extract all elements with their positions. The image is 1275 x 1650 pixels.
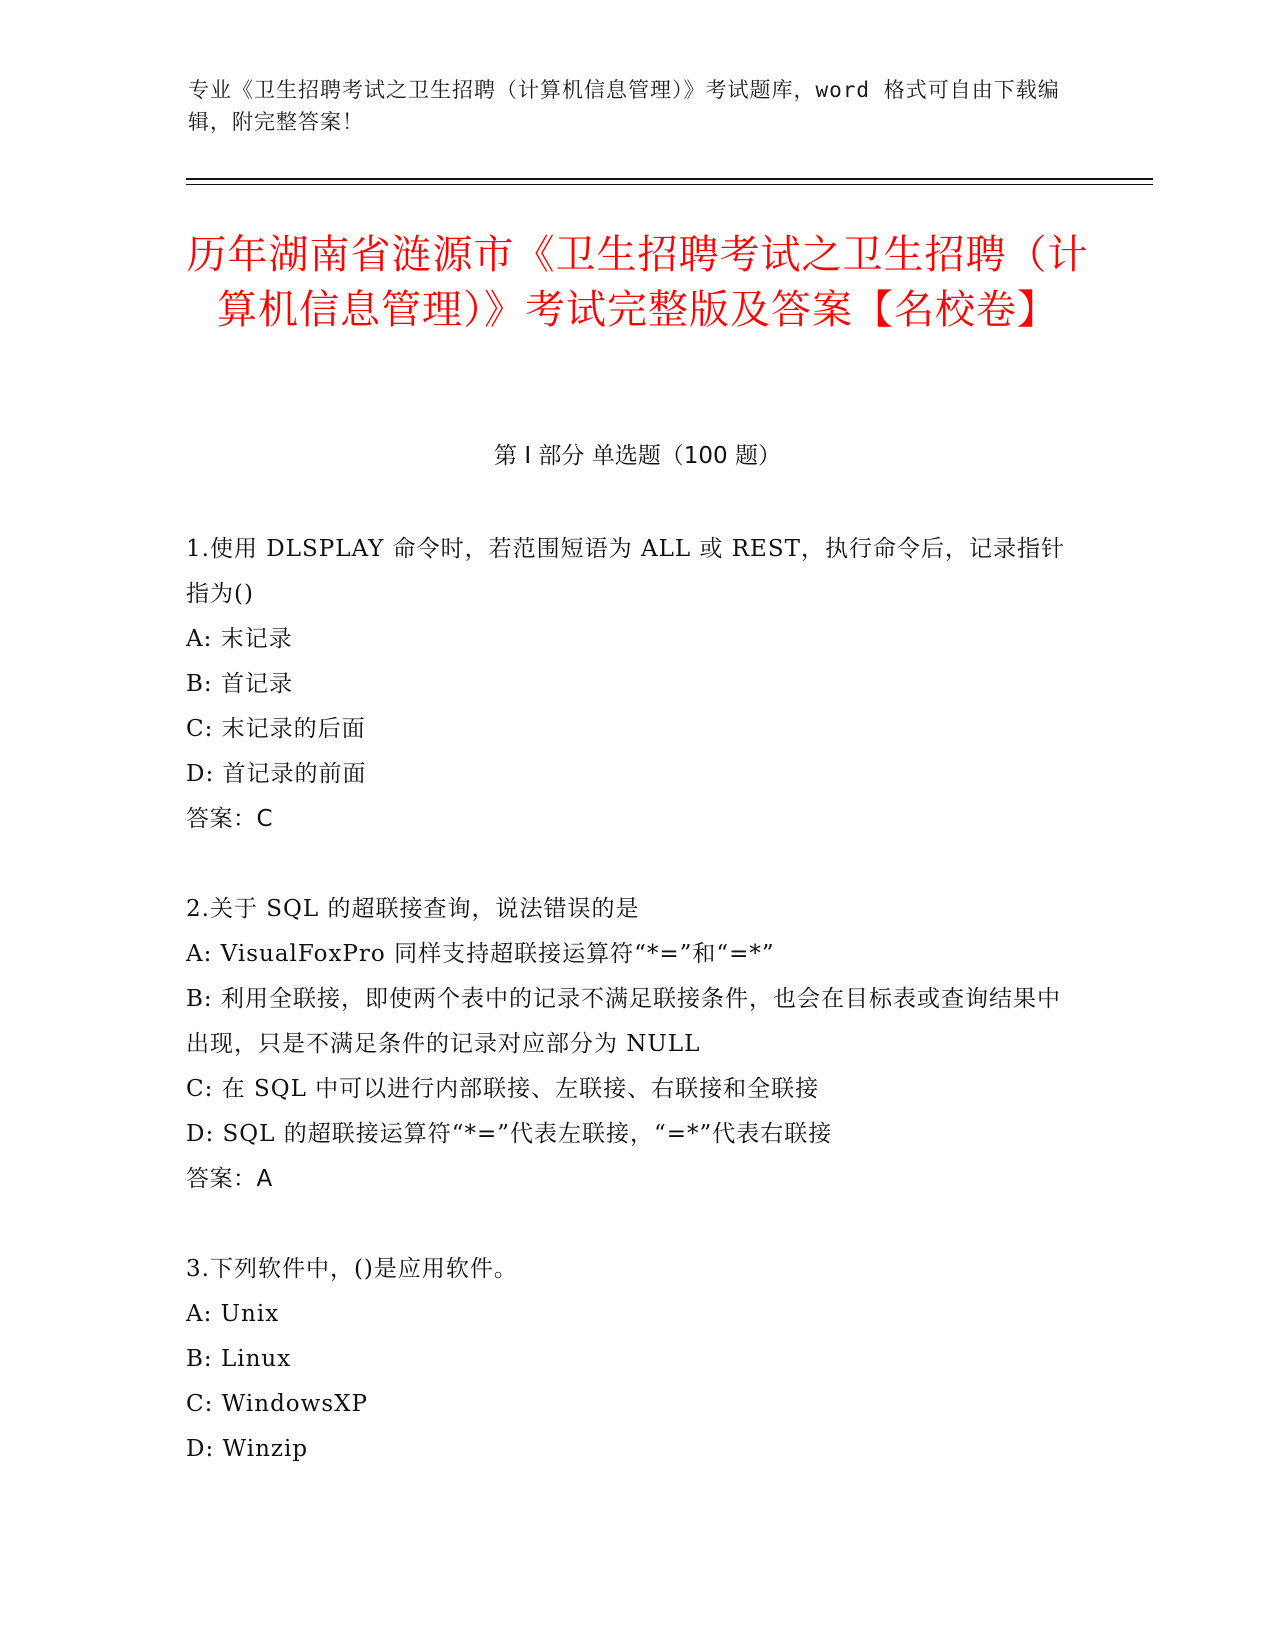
question-stem: 3.下列软件中，()是应用软件。 xyxy=(186,1256,518,1282)
answer: 答案：A xyxy=(186,1166,273,1192)
question-2 xyxy=(186,887,1066,1202)
header-divider-thick xyxy=(186,178,1153,180)
option-a: A: Unix xyxy=(186,1301,280,1327)
question-3 xyxy=(186,1247,1066,1472)
option-c: C: 末记录的后面 xyxy=(186,716,366,742)
option-c: C: 在 SQL 中可以进行内部联接、左联接、右联接和全联接 xyxy=(186,1076,820,1102)
option-a: A: 末记录 xyxy=(186,626,293,652)
option-c: C: WindowsXP xyxy=(186,1391,368,1417)
option-b: B: Linux xyxy=(186,1346,292,1372)
document-title: 历年湖南省涟源市《卫生招聘考试之卫生招聘（计算机信息管理）》考试完整版及答案【名校卷】 xyxy=(186,232,1089,333)
question-1 xyxy=(186,527,1066,842)
option-b: B: 首记录 xyxy=(186,671,293,697)
header-note: 专业《卫生招聘考试之卫生招聘（计算机信息管理）》考试题库，word 格式可自由下载编辑，附完整答案！ xyxy=(188,78,1060,134)
answer: 答案：C xyxy=(186,806,274,832)
option-b: B: 利用全联接，即使两个表中的记录不满足联接条件，也会在目标表或查询结果中出现，只是不满足条件的记录对应部分为 NULL xyxy=(186,986,1061,1057)
question-stem: 2.关于 SQL 的超联接查询，说法错误的是 xyxy=(186,896,640,922)
option-d: D: Winzip xyxy=(186,1436,309,1462)
option-d: D: 首记录的前面 xyxy=(186,761,367,787)
question-stem: 1.使用 DLSPLAY 命令时，若范围短语为 ALL 或 REST，执行命令后，记录指针指为() xyxy=(186,536,1065,607)
question-list xyxy=(186,527,1066,1472)
section-heading: 第 I 部分 单选题（100 题） xyxy=(494,443,781,469)
header-divider-thin xyxy=(186,184,1153,185)
option-d: D: SQL 的超联接运算符“*=”代表左联接，“=*”代表右联接 xyxy=(186,1121,833,1147)
option-a: A: VisualFoxPro 同样支持超联接运算符“*=”和“=*” xyxy=(186,941,775,967)
